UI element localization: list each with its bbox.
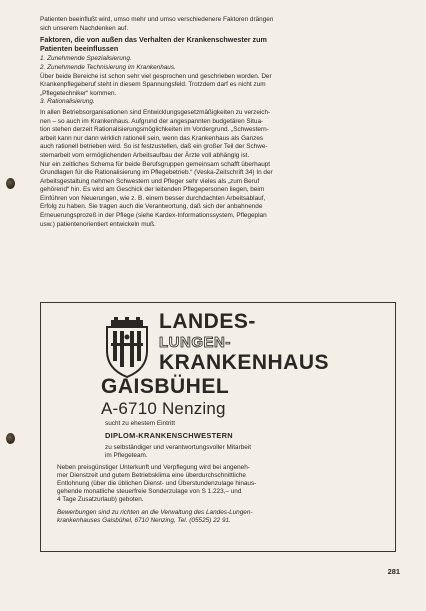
paragraph-line: arbeit kann nur dann wirklich rationell sein, wenn das Krankenhaus als Ganzes: [40, 134, 264, 142]
paragraph-line: auch rationell betrieben wird. So ist festzustellen, daß ein großer Teil der Schwe-: [40, 143, 268, 151]
paragraph-line: In allen Betriebsorganisationen sind Entwicklungsgesetzmäßigkeiten zu verzeich-: [40, 108, 271, 116]
paragraph-line: usw.) patientenorientiert entwickeln muß.: [40, 220, 156, 228]
ad-contact-line: Bewerbungen sind zu richten an die Verwaltung des Landes-Lungen-: [57, 509, 253, 516]
ad-contact-line: krankenhauses Gaisbühel, 6710 Nenzing, Tel. (05525) 22 91.: [57, 517, 231, 524]
ad-sucht: sucht zu ehestem Eintritt: [105, 420, 175, 427]
section-heading: Patienten beeinflussen: [40, 43, 119, 53]
ad-offer-line: gehende monatliche steuerfreie Sonderzulage von S 1.223,– und: [57, 488, 242, 495]
coat-of-arms-logo: [105, 317, 149, 379]
ad-offer-line: Neben preisgünstiger Unterkunft und Verpflegung wird bei angeneh-: [57, 464, 250, 471]
paragraph-line: Erneuerungsprozeß in der Pflege (siehe Kardex-Informationssystem, Pflegeplan: [40, 212, 267, 220]
paragraph-line: Über beide Bereiche ist schon sehr viel gesprochen und geschrieben worden. Der: [40, 72, 272, 80]
paragraph-line: gehörend“ hin. Es wird am Geschick der leitenden Pflegepersonen liegen, beim: [40, 186, 265, 194]
intro-line: sich unserem Nachdenken auf.: [40, 24, 129, 32]
hospital-name-line4: GAISBÜHEL: [101, 375, 230, 398]
ad-offer-line: mer Dienstzeit und gutem Betriebsklima eine überdurchschnittliche: [57, 472, 246, 479]
intro-line: Patienten beeinflußt wird, umso mehr und umso verschiedenere Faktoren drängen: [40, 16, 274, 23]
binder-hole-top: [6, 178, 15, 189]
article-text: [40, 16, 396, 229]
section-heading: Faktoren, die von außen das Verhalten der Krankenschwester zum: [40, 35, 267, 45]
paragraph-line: tion stehen derzeit Rationalisierungsmöglichkeiten im Vordergrund. „Schwestern-: [40, 126, 269, 134]
paragraph-line: Arbeitsgestaltung nehmen Schwestern und Pfleger sehr vieles als „zum Beruf: [40, 177, 260, 185]
ad-sub-line: zu selbständiger und verantwortungsvoller Mitarbeit: [105, 444, 251, 451]
paragraph-line: Grundlagen für die Rationalisierung im Pflegebetrieb.“ (Veska-Zeitschrift 34) In der: [40, 169, 273, 177]
hospital-name-line2: LUNGEN-: [159, 334, 231, 351]
page-number: 281: [387, 567, 400, 576]
hospital-name-line1: LANDES-: [159, 310, 256, 333]
list-item: 1. Zunehmende Spezialisierung.: [40, 55, 132, 63]
paragraph-line: Nur ein zeitliches Schema für beide Berufsgruppen gemeinsam schafft überhaupt: [40, 160, 271, 168]
paragraph-line: Erfolg zu haben. Sie tragen auch die Verantwortung, daß sich der anbahnende: [40, 203, 263, 211]
ad-offer-line: Entlohnung (über die üblichen Dienst- und Überstundenzulage hinaus-: [57, 480, 257, 487]
ad-offer-line: 4 Tage Zusatzurlaub) geboten.: [57, 496, 144, 503]
ad-sub-line: im Pflegeteam.: [105, 452, 148, 459]
list-item: 2. Zunehmende Technisierung im Krankenhaus.: [40, 63, 176, 71]
paragraph-line: sternarbeit vom ermöglichenden Arbeitsaufbau der Ärzte voll abhängig ist.: [40, 151, 250, 159]
binder-hole-bottom: [6, 433, 15, 444]
job-advertisement: [40, 302, 396, 552]
paragraph-line: „Pflegetechniker“ kommen.: [40, 89, 117, 97]
paragraph-line: Krankenpflegeberuf steht in diesem Spannungsfeld. Trotzdem darf es nicht zum: [40, 81, 266, 89]
hospital-city: A-6710 Nenzing: [101, 399, 226, 418]
ad-position: DIPLOM-KRANKENSCHWESTERN: [105, 431, 233, 440]
hospital-name-line3: KRANKENHAUS: [159, 351, 330, 374]
paragraph-line: nen – so auch im Krankenhaus. Aufgrund der angespannten budgetären Situa-: [40, 117, 264, 125]
paragraph-line: Einführen von Neuerungen, wie z. B. einem besser durchdachten Arbeitsablauf,: [40, 194, 266, 202]
list-item: 3. Rationalisierung.: [40, 98, 95, 106]
